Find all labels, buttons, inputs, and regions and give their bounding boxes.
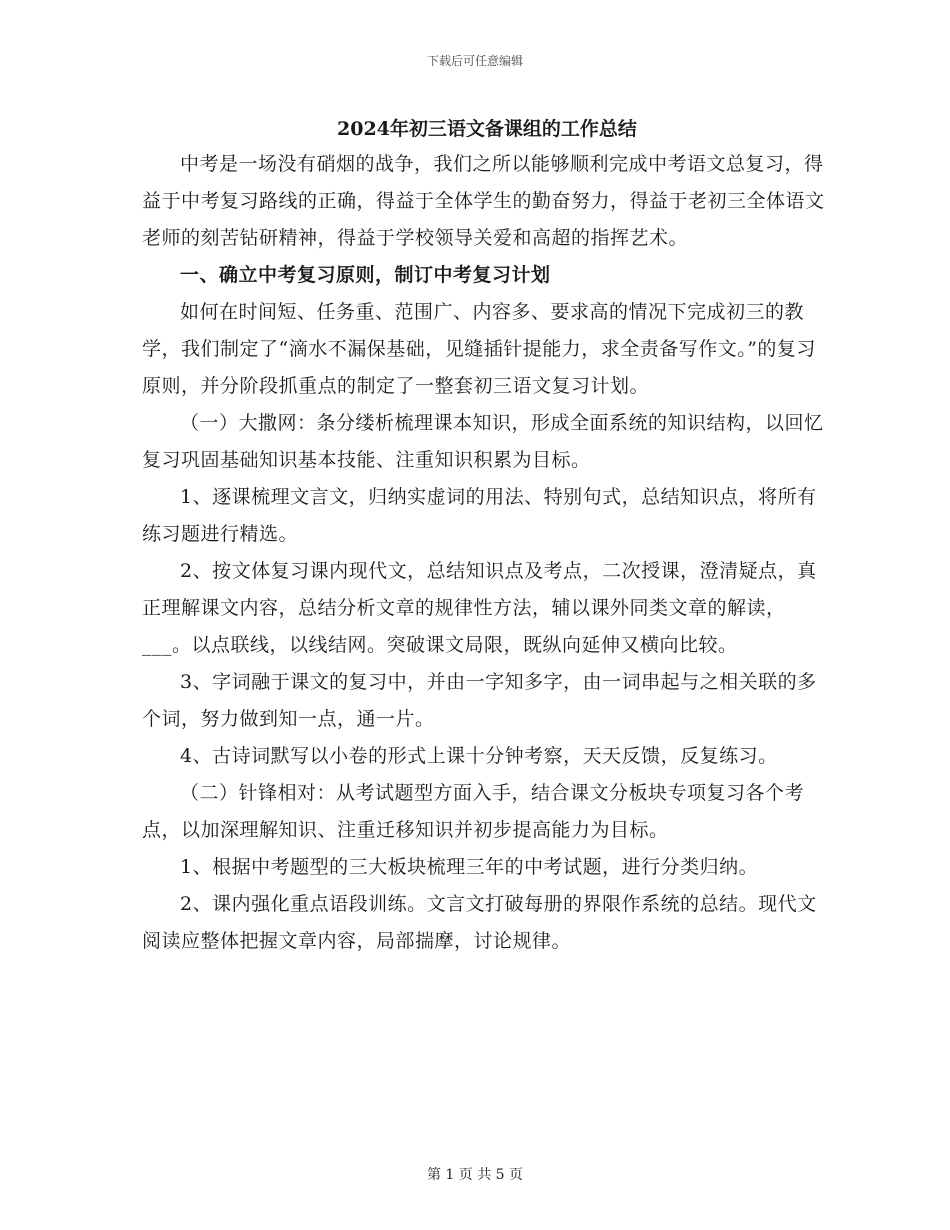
paragraph: 1、根据中考题型的三大板块梳理三年的中考试题，进行分类归纳。: [180, 856, 759, 878]
paragraph: 3、字词融于课文的复习中，并由一字知多字，由一词串起与之相关联的多个词，努力做到知一点，通一片。: [142, 671, 817, 730]
paragraph-intro: 中考是一场没有硝烟的战争，我们之所以能够顺利完成中考语文总复习，得益于中考复习路线的正确，得益于全体学生的勤奋努力，得益于老初三全体语文老师的刻苦钻研精神，得益于学校领导关爱和高超的指挥艺术。: [142, 153, 825, 249]
document-title: 2024年初三语文备课组的工作总结: [337, 118, 637, 140]
paragraph: 2、按文体复习课内现代文，总结知识点及考点，二次授课，澄清疑点，真正理解课文内容，总结分析文章的规律性方法，辅以课外同类文章的解读，___。以点联线，以线结网。突破课文局限，既纵向延伸又横向比较。: [142, 560, 817, 656]
paragraph: 2、课内强化重点语段训练。文言文打破每册的界限作系统的总结。现代文阅读应整体把握文章内容，局部揣摩，讨论规律。: [142, 893, 817, 952]
paragraph: 1、逐课梳理文言文，归纳实虚词的用法、特别句式，总结知识点，将所有练习题进行精选。: [142, 486, 817, 545]
page-header-note: 下载后可任意编辑: [426, 54, 523, 68]
paragraph: （一）大撒网：条分缕析梳理课本知识，形成全面系统的知识结构，以回忆复习巩固基础知识基本技能、注重知识积累为目标。: [142, 412, 824, 471]
paragraph: （二）针锋相对：从考试题型方面入手，结合课文分板块专项复习各个考点，以加深理解知识、注重迁移知识并初步提高能力为目标。: [142, 782, 805, 841]
paragraph: 如何在时间短、任务重、范围广、内容多、要求高的情况下完成初三的教学，我们制定了“滴水不漏保基础，见缝插针提能力，求全责备写作文。”的复习原则，并分阶段抓重点的制定了一整套初三语文复习计划。: [142, 301, 816, 397]
page-number-footer: 第 1 页 共 5 页: [426, 1167, 524, 1183]
document-body: [142, 114, 832, 960]
section-heading-1: 一、确立中考复习原则，制订中考复习计划: [180, 264, 551, 286]
paragraph: 4、古诗词默写以小卷的形式上课十分钟考察，天天反馈，反复练习。: [180, 745, 778, 767]
